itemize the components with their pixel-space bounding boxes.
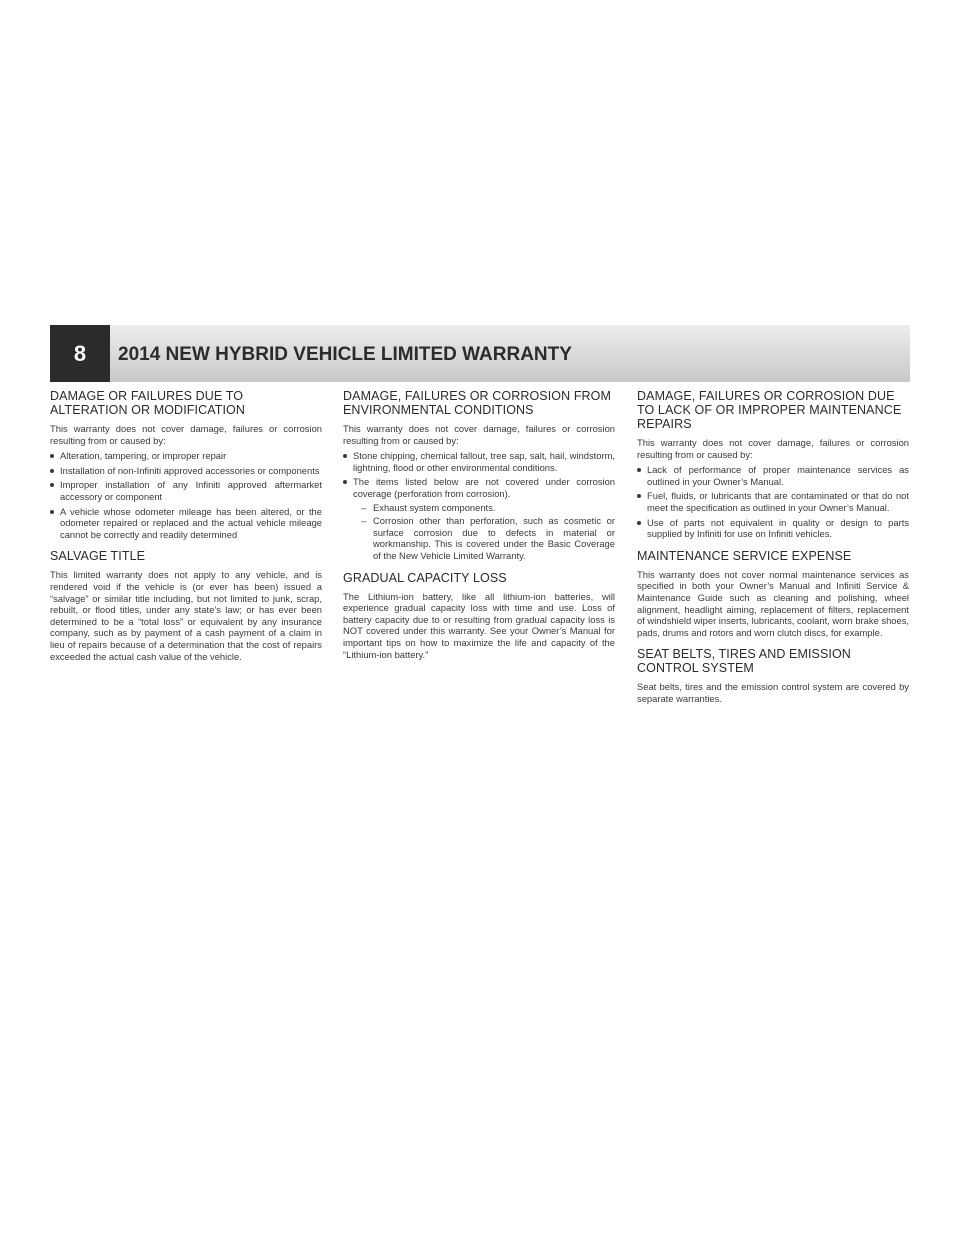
section-text-maintenance-expense: This warranty does not cover normal maintenance services as specified in both your Owner’s Manual and Infiniti Service & Maintenance Guide such as cleaning and polishing, wheel alignment, headlight aiming, replacement of filters, replacement of windshield wiper inserts, lubricants, coolant, worn brake shoes, pads, drums and rotors and worn clutch discs, for example. bbox=[637, 568, 910, 638]
section-text-capacity: The Lithium-ion battery, like all lithium-ion batteries, will experience gradual capacity loss with time and use. Loss of battery capacity due to or resulting from gradual capacity loss is NOT covered under this warranty. See your Owner’s Manual for important tips on how to maximize the life and capacity of the “Lithium-ion battery.” bbox=[343, 590, 615, 660]
list-item: The items listed below are not covered under corrosion coverage (perforation from corrosion). – Exhaust system components. – Corrosion other than perforation, such as cosmetic or surface corrosion due to defects in material or workmanship. This is covered under the Basic Coverage of the New Vehicle Limited Warranty. bbox=[343, 476, 615, 561]
bullet-icon bbox=[50, 483, 54, 487]
alteration-list bbox=[50, 450, 322, 540]
section-heading-alteration: DAMAGE OR FAILURES DUE TO ALTERATION OR MODIFICATION bbox=[50, 389, 245, 417]
corrosion-sublist bbox=[353, 502, 615, 562]
list-item: Fuel, fluids, or lubricants that are contaminated or that do not meet the specification as outlined in your Owner’s Manual. bbox=[637, 490, 909, 513]
bullet-icon bbox=[50, 454, 54, 458]
bullet-icon bbox=[637, 494, 641, 498]
list-item: Alteration, tampering, or improper repair bbox=[50, 450, 322, 462]
dash-icon: – bbox=[361, 501, 367, 513]
section-heading-environmental: DAMAGE, FAILURES OR CORROSION FROM ENVIRONMENTAL CONDITIONS bbox=[343, 389, 612, 417]
section-intro-alteration: This warranty does not cover damage, failures or corrosion resulting from or caused by: bbox=[50, 423, 322, 446]
sub-list-item: – Corrosion other than perforation, such as cosmetic or surface corrosion due to defects in material or workmanship. This is covered under the Basic Coverage of the New Vehicle Limited Warranty. bbox=[361, 515, 615, 561]
dash-icon: – bbox=[361, 515, 367, 527]
column-right bbox=[637, 389, 909, 705]
list-item: Lack of performance of proper maintenance services as outlined in your Owner’s Manual. bbox=[637, 464, 909, 487]
page-header bbox=[50, 325, 910, 382]
section-heading-capacity: GRADUAL CAPACITY LOSS bbox=[343, 570, 507, 585]
section-intro-environmental: This warranty does not cover damage, failures or corrosion resulting from or caused by: bbox=[343, 423, 615, 446]
bullet-icon bbox=[637, 468, 641, 472]
list-item: Improper installation of any Infiniti approved aftermarket accessory or component bbox=[50, 479, 322, 502]
list-item: Stone chipping, chemical fallout, tree sap, salt, hail, windstorm, lightning, flood or other environmental conditions. bbox=[343, 450, 615, 473]
bullet-icon bbox=[343, 480, 347, 484]
sub-list-item: – Exhaust system components. bbox=[361, 501, 496, 513]
column-left bbox=[50, 389, 322, 662]
page-title: 2014 NEW HYBRID VEHICLE LIMITED WARRANTY bbox=[118, 344, 572, 365]
maintenance-lack-list bbox=[637, 464, 909, 540]
bullet-icon bbox=[343, 454, 347, 458]
list-item: A vehicle whose odometer mileage has been altered, or the odometer repaired or replaced and the actual vehicle mileage cannot be correctly and readily determined bbox=[50, 506, 322, 541]
section-heading-maintenance-lack: DAMAGE, FAILURES OR CORROSION DUE TO LACK OF OR IMPROPER MAINTENANCE REPAIRS bbox=[637, 389, 902, 431]
section-heading-salvage: SALVAGE TITLE bbox=[50, 549, 146, 564]
section-intro-maintenance-lack: This warranty does not cover damage, failures or corrosion resulting from or caused by: bbox=[637, 437, 909, 460]
section-text-salvage: This limited warranty does not apply to any vehicle, and is rendered void if the vehicle is (or ever has been) issued a “salvage” or similar title including, but not limited to junk, scrap, rebuilt, or flood titles, under any state’s law; or has ever been determined to be a “total loss” or equivalent by any insurance company, such as by payment of a cash payment of a claim in lieu of repairs because of a determination that the cost of repairs exceeded the actual cash value of the vehicle. bbox=[50, 569, 322, 662]
section-text-seat-belts: Seat belts, tires and the emission control system are covered by separate warranties. bbox=[637, 681, 909, 704]
section-heading-maintenance-expense: MAINTENANCE SERVICE EXPENSE bbox=[637, 548, 852, 563]
bullet-icon bbox=[50, 510, 54, 514]
section-heading-seat-belts: SEAT BELTS, TIRES AND EMISSION CONTROL SYSTEM bbox=[637, 647, 851, 676]
bullet-icon bbox=[637, 521, 641, 525]
column-middle bbox=[343, 389, 615, 660]
page-number: 8 bbox=[50, 325, 110, 382]
list-item: Use of parts not equivalent in quality or design to parts supplied by Infiniti for use on Infiniti vehicles. bbox=[637, 517, 909, 540]
environmental-list bbox=[343, 450, 615, 561]
bullet-icon bbox=[50, 469, 54, 473]
list-item: Installation of non-Infiniti approved accessories or components bbox=[50, 465, 322, 477]
